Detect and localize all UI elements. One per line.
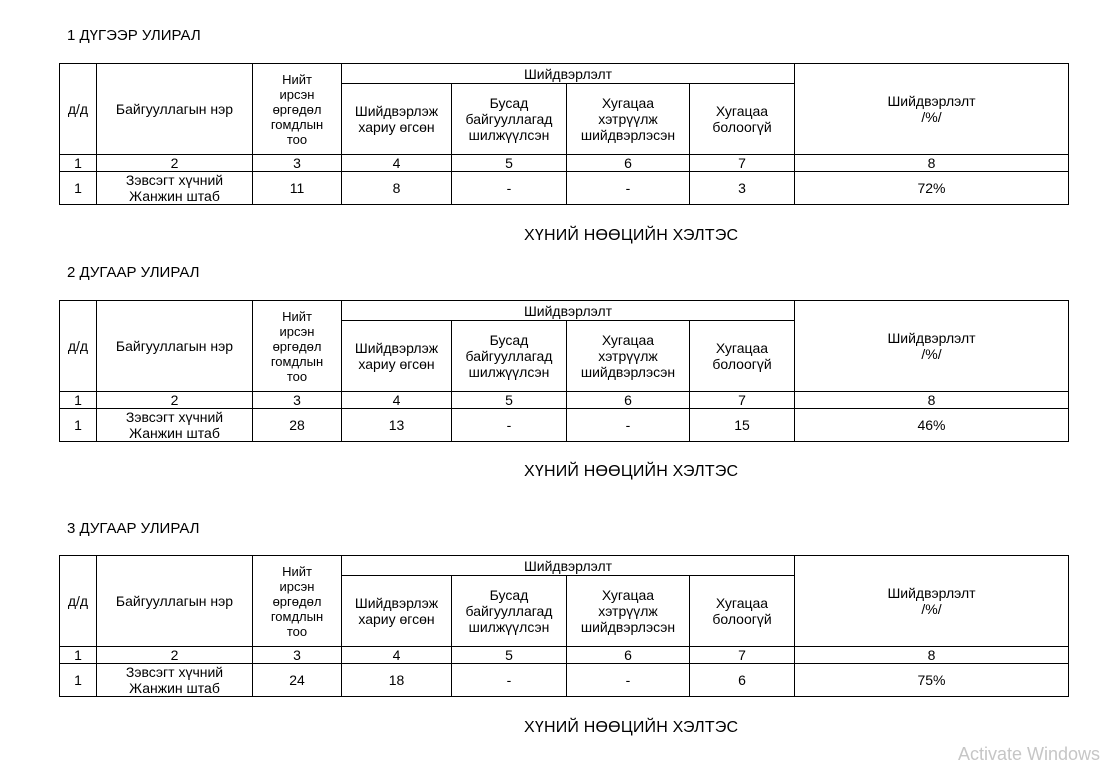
row-delayed: -: [567, 664, 690, 697]
row-rate: 46%: [795, 409, 1069, 442]
header-index: д/д: [60, 556, 97, 647]
row-index: 1: [60, 172, 97, 205]
header-delayed: Хугацаа хэтрүүлж шийдвэрлэсэн: [567, 321, 690, 392]
row-org-name: Зэвсэгт хүчний Жанжин штаб: [97, 409, 253, 442]
column-number: 2: [97, 392, 253, 409]
column-number: 3: [253, 155, 342, 172]
row-rate: 72%: [795, 172, 1069, 205]
table-row: [60, 172, 1069, 205]
row-delayed: -: [567, 409, 690, 442]
header-resolution-group: Шийдвэрлэлт: [342, 556, 795, 576]
header-total: Нийт ирсэн өргөдөл гомдлын тоо: [253, 301, 342, 392]
header-resolution-group: Шийдвэрлэлт: [342, 64, 795, 84]
column-number: 5: [452, 647, 567, 664]
department-footer: ХҮНИЙ НӨӨЦИЙН ХЭЛТЭС: [524, 719, 739, 736]
column-number-row: [60, 155, 1069, 172]
column-number-row: [60, 647, 1069, 664]
quarter-title: 2 ДУГААР УЛИРАЛ: [67, 264, 200, 281]
department-footer: ХҮНИЙ НӨӨЦИЙН ХЭЛТЭС: [524, 227, 739, 244]
row-total: 24: [253, 664, 342, 697]
column-number: 6: [567, 392, 690, 409]
header-total: Нийт ирсэн өргөдөл гомдлын тоо: [253, 556, 342, 647]
row-overdue: 15: [690, 409, 795, 442]
table-row: [60, 664, 1069, 697]
header-index: д/д: [60, 301, 97, 392]
header-transferred: Бусад байгууллагад шилжүүлсэн: [452, 576, 567, 647]
header-overdue: Хугацаа болоогүй: [690, 321, 795, 392]
quarter-title: 1 ДҮГЭЭР УЛИРАЛ: [67, 27, 201, 44]
row-transferred: -: [452, 664, 567, 697]
column-number: 1: [60, 392, 97, 409]
row-org-name: Зэвсэгт хүчний Жанжин штаб: [97, 664, 253, 697]
header-resolved-reply: Шийдвэрлэж хариу өгсөн: [342, 84, 452, 155]
quarter-report-table: [59, 555, 1069, 697]
column-number: 3: [253, 392, 342, 409]
header-resolved-reply: Шийдвэрлэж хариу өгсөн: [342, 576, 452, 647]
quarter-title: 3 ДУГААР УЛИРАЛ: [67, 520, 200, 537]
row-index: 1: [60, 409, 97, 442]
column-number: 3: [253, 647, 342, 664]
column-number: 5: [452, 392, 567, 409]
row-total: 11: [253, 172, 342, 205]
column-number: 7: [690, 155, 795, 172]
header-org-name: Байгууллагын нэр: [97, 556, 253, 647]
column-number: 8: [795, 647, 1069, 664]
header-rate: Шийдвэрлэлт /%/: [795, 301, 1069, 392]
header-row: [60, 301, 1069, 321]
quarter-report-table: [59, 63, 1069, 205]
header-row: [60, 556, 1069, 576]
header-row: [60, 64, 1069, 84]
row-resolved: 8: [342, 172, 452, 205]
header-total: Нийт ирсэн өргөдөл гомдлын тоо: [253, 64, 342, 155]
column-number: 4: [342, 647, 452, 664]
header-rate: Шийдвэрлэлт /%/: [795, 64, 1069, 155]
row-resolved: 13: [342, 409, 452, 442]
activate-windows-watermark: Activate Windows: [958, 744, 1101, 764]
column-number: 5: [452, 155, 567, 172]
column-number: 8: [795, 155, 1069, 172]
header-overdue: Хугацаа болоогүй: [690, 576, 795, 647]
header-overdue: Хугацаа болоогүй: [690, 84, 795, 155]
column-number: 4: [342, 155, 452, 172]
row-overdue: 6: [690, 664, 795, 697]
column-number: 8: [795, 392, 1069, 409]
row-org-name: Зэвсэгт хүчний Жанжин штаб: [97, 172, 253, 205]
header-index: д/д: [60, 64, 97, 155]
row-resolved: 18: [342, 664, 452, 697]
row-rate: 75%: [795, 664, 1069, 697]
header-resolution-group: Шийдвэрлэлт: [342, 301, 795, 321]
column-number: 6: [567, 647, 690, 664]
department-footer: ХҮНИЙ НӨӨЦИЙН ХЭЛТЭС: [524, 463, 739, 480]
header-transferred: Бусад байгууллагад шилжүүлсэн: [452, 84, 567, 155]
header-transferred: Бусад байгууллагад шилжүүлсэн: [452, 321, 567, 392]
header-delayed: Хугацаа хэтрүүлж шийдвэрлэсэн: [567, 576, 690, 647]
column-number: 2: [97, 647, 253, 664]
header-resolved-reply: Шийдвэрлэж хариу өгсөн: [342, 321, 452, 392]
header-rate: Шийдвэрлэлт /%/: [795, 556, 1069, 647]
column-number: 1: [60, 155, 97, 172]
row-index: 1: [60, 664, 97, 697]
column-number: 1: [60, 647, 97, 664]
table-row: [60, 409, 1069, 442]
row-delayed: -: [567, 172, 690, 205]
column-number: 7: [690, 647, 795, 664]
row-overdue: 3: [690, 172, 795, 205]
header-org-name: Байгууллагын нэр: [97, 64, 253, 155]
quarter-report-table: [59, 300, 1069, 442]
column-number: 2: [97, 155, 253, 172]
header-org-name: Байгууллагын нэр: [97, 301, 253, 392]
column-number: 7: [690, 392, 795, 409]
column-number: 6: [567, 155, 690, 172]
row-transferred: -: [452, 172, 567, 205]
column-number: 4: [342, 392, 452, 409]
row-transferred: -: [452, 409, 567, 442]
row-total: 28: [253, 409, 342, 442]
header-delayed: Хугацаа хэтрүүлж шийдвэрлэсэн: [567, 84, 690, 155]
column-number-row: [60, 392, 1069, 409]
